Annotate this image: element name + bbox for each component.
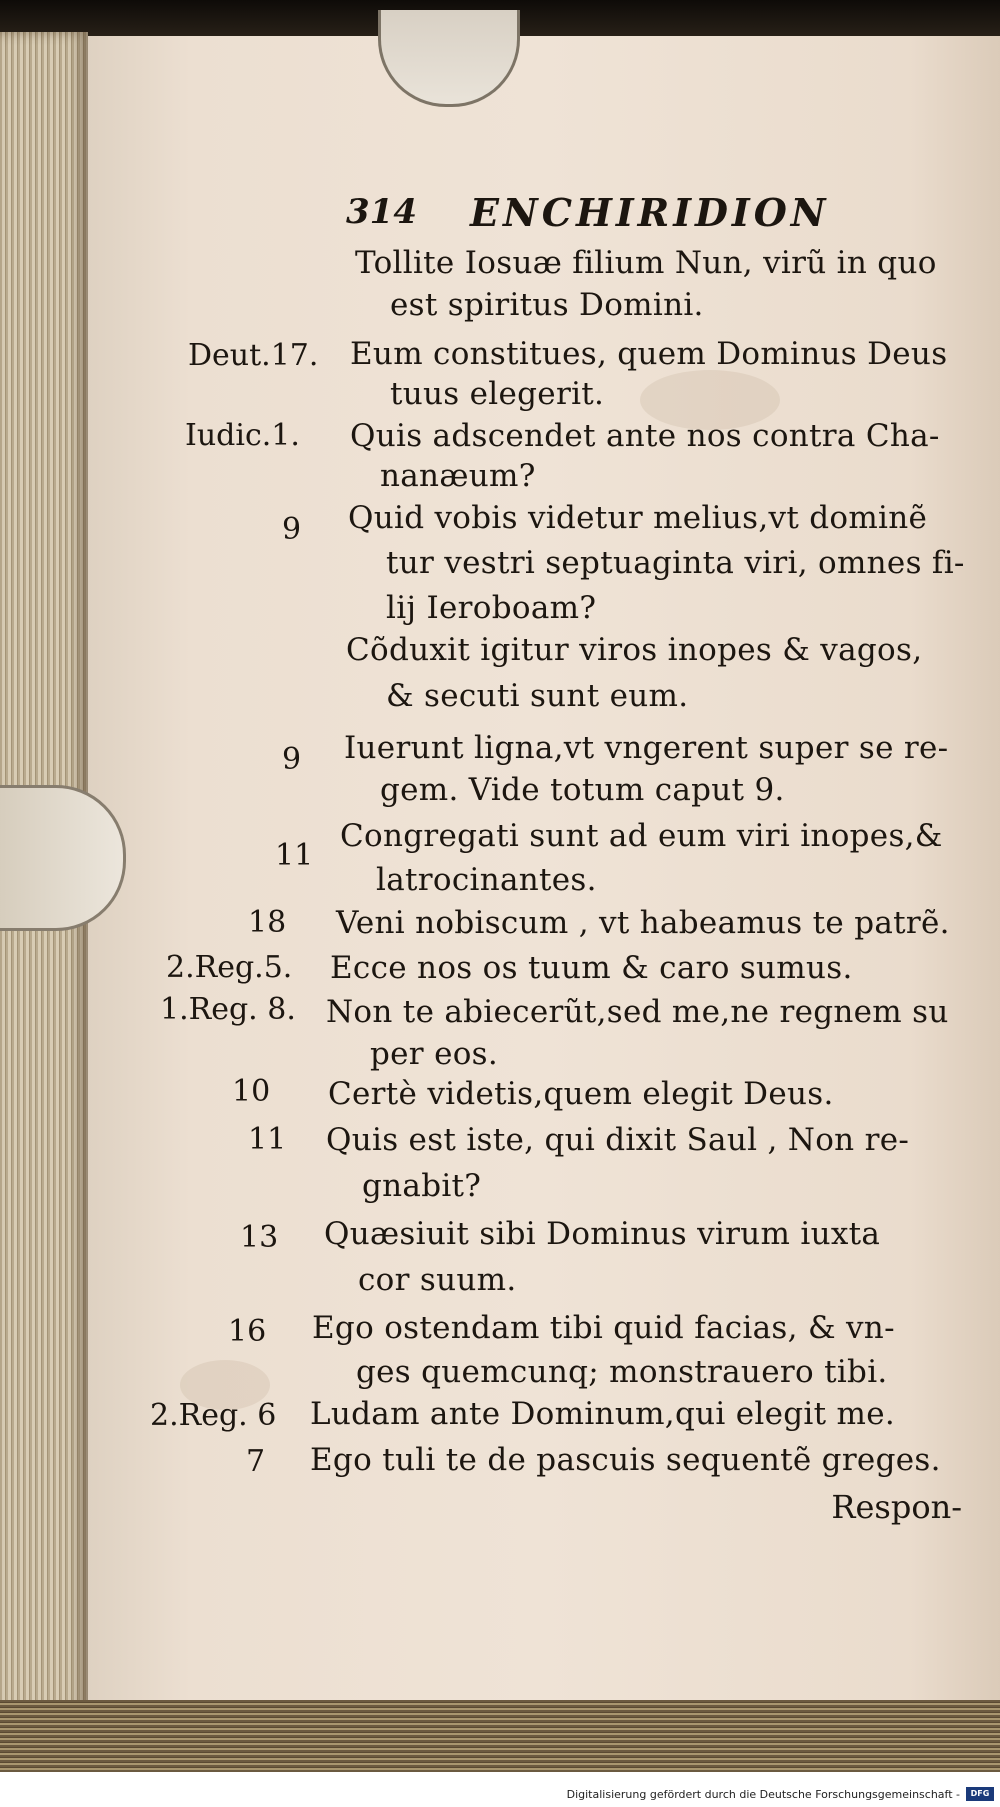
text-line: gnabit? [362, 1168, 482, 1204]
text-line: est spiritus Domini. [390, 287, 704, 323]
reference-label: 2.Reg. 6 [150, 1398, 277, 1433]
text-line: Iuerunt ligna,vt vngerent super se re- [344, 730, 949, 766]
text-line: latrocinantes. [376, 862, 597, 898]
reference-label: Deut.17. [188, 338, 319, 373]
text-line: Non te abiecerũt,sed me,ne regnem su [326, 994, 949, 1030]
reference-label: 18 [248, 905, 287, 940]
reference-label: 13 [240, 1220, 279, 1255]
reference-label: 16 [228, 1314, 267, 1349]
reference-label: 11 [248, 1122, 287, 1157]
book-bottom-edge [0, 1700, 1000, 1772]
reference-label: 7 [246, 1444, 266, 1479]
reference-label: 9 [282, 512, 302, 547]
text-line: cor suum. [358, 1262, 517, 1298]
text-line: Congregati sunt ad eum viri inopes,& [340, 818, 943, 854]
text-line: gem. Vide totum caput 9. [380, 772, 785, 808]
text-line: per eos. [370, 1036, 499, 1072]
text-line: Eum constitues, quem Dominus Deus [350, 336, 948, 372]
text-line: Certè videtis,quem elegit Deus. [328, 1076, 834, 1112]
text-line: Ecce nos os tuum & caro sumus. [330, 950, 853, 986]
text-line: ges quemcunq; monstrauero tibi. [356, 1354, 888, 1390]
reference-label: 9 [282, 742, 302, 777]
text-line: Quæsiuit sibi Dominus virum iuxta [324, 1216, 881, 1252]
text-line: Cõduxit igitur viros inopes & vagos, [346, 632, 923, 668]
catchword: Respon- [831, 1488, 962, 1526]
text-line: Ludam ante Dominum,qui elegit me. [310, 1396, 895, 1432]
reference-label: Iudic.1. [185, 418, 300, 453]
digitization-credit: Digitalisierung gefördert durch die Deutsche Forschungsgemeinschaft - [566, 1788, 960, 1801]
reference-label: 11 [275, 838, 314, 873]
text-line: tur vestri septuaginta viri, omnes fi- [386, 545, 965, 581]
text-line: nanæum? [380, 458, 536, 494]
text-line: & secuti sunt eum. [386, 678, 689, 714]
reference-label: 1.Reg. 8. [160, 992, 296, 1027]
text-line: Quid vobis videtur melius,vt dominẽ [348, 500, 928, 536]
reference-label: 2.Reg.5. [166, 950, 293, 985]
dfg-logo-icon: DFG [966, 1787, 994, 1801]
page-number: 314 [346, 192, 417, 232]
text-line: Quis est iste, qui dixit Saul , Non re- [326, 1122, 910, 1158]
running-head: ENCHIRIDION [470, 190, 830, 235]
text-line: Tollite Iosuæ filium Nun, virũ in quo [355, 245, 937, 281]
text-line: lij Ieroboam? [386, 590, 597, 626]
text-line: Ego tuli te de pascuis sequentẽ greges. [310, 1442, 941, 1478]
text-line: tuus elegerit. [390, 376, 605, 412]
reference-label: 10 [232, 1074, 271, 1109]
text-line: Veni nobiscum , vt habeamus te patrẽ. [336, 905, 950, 941]
text-line: Quis adscendet ante nos contra Cha- [350, 418, 940, 454]
text-line: Ego ostendam tibi quid facias, & vn- [312, 1310, 895, 1346]
